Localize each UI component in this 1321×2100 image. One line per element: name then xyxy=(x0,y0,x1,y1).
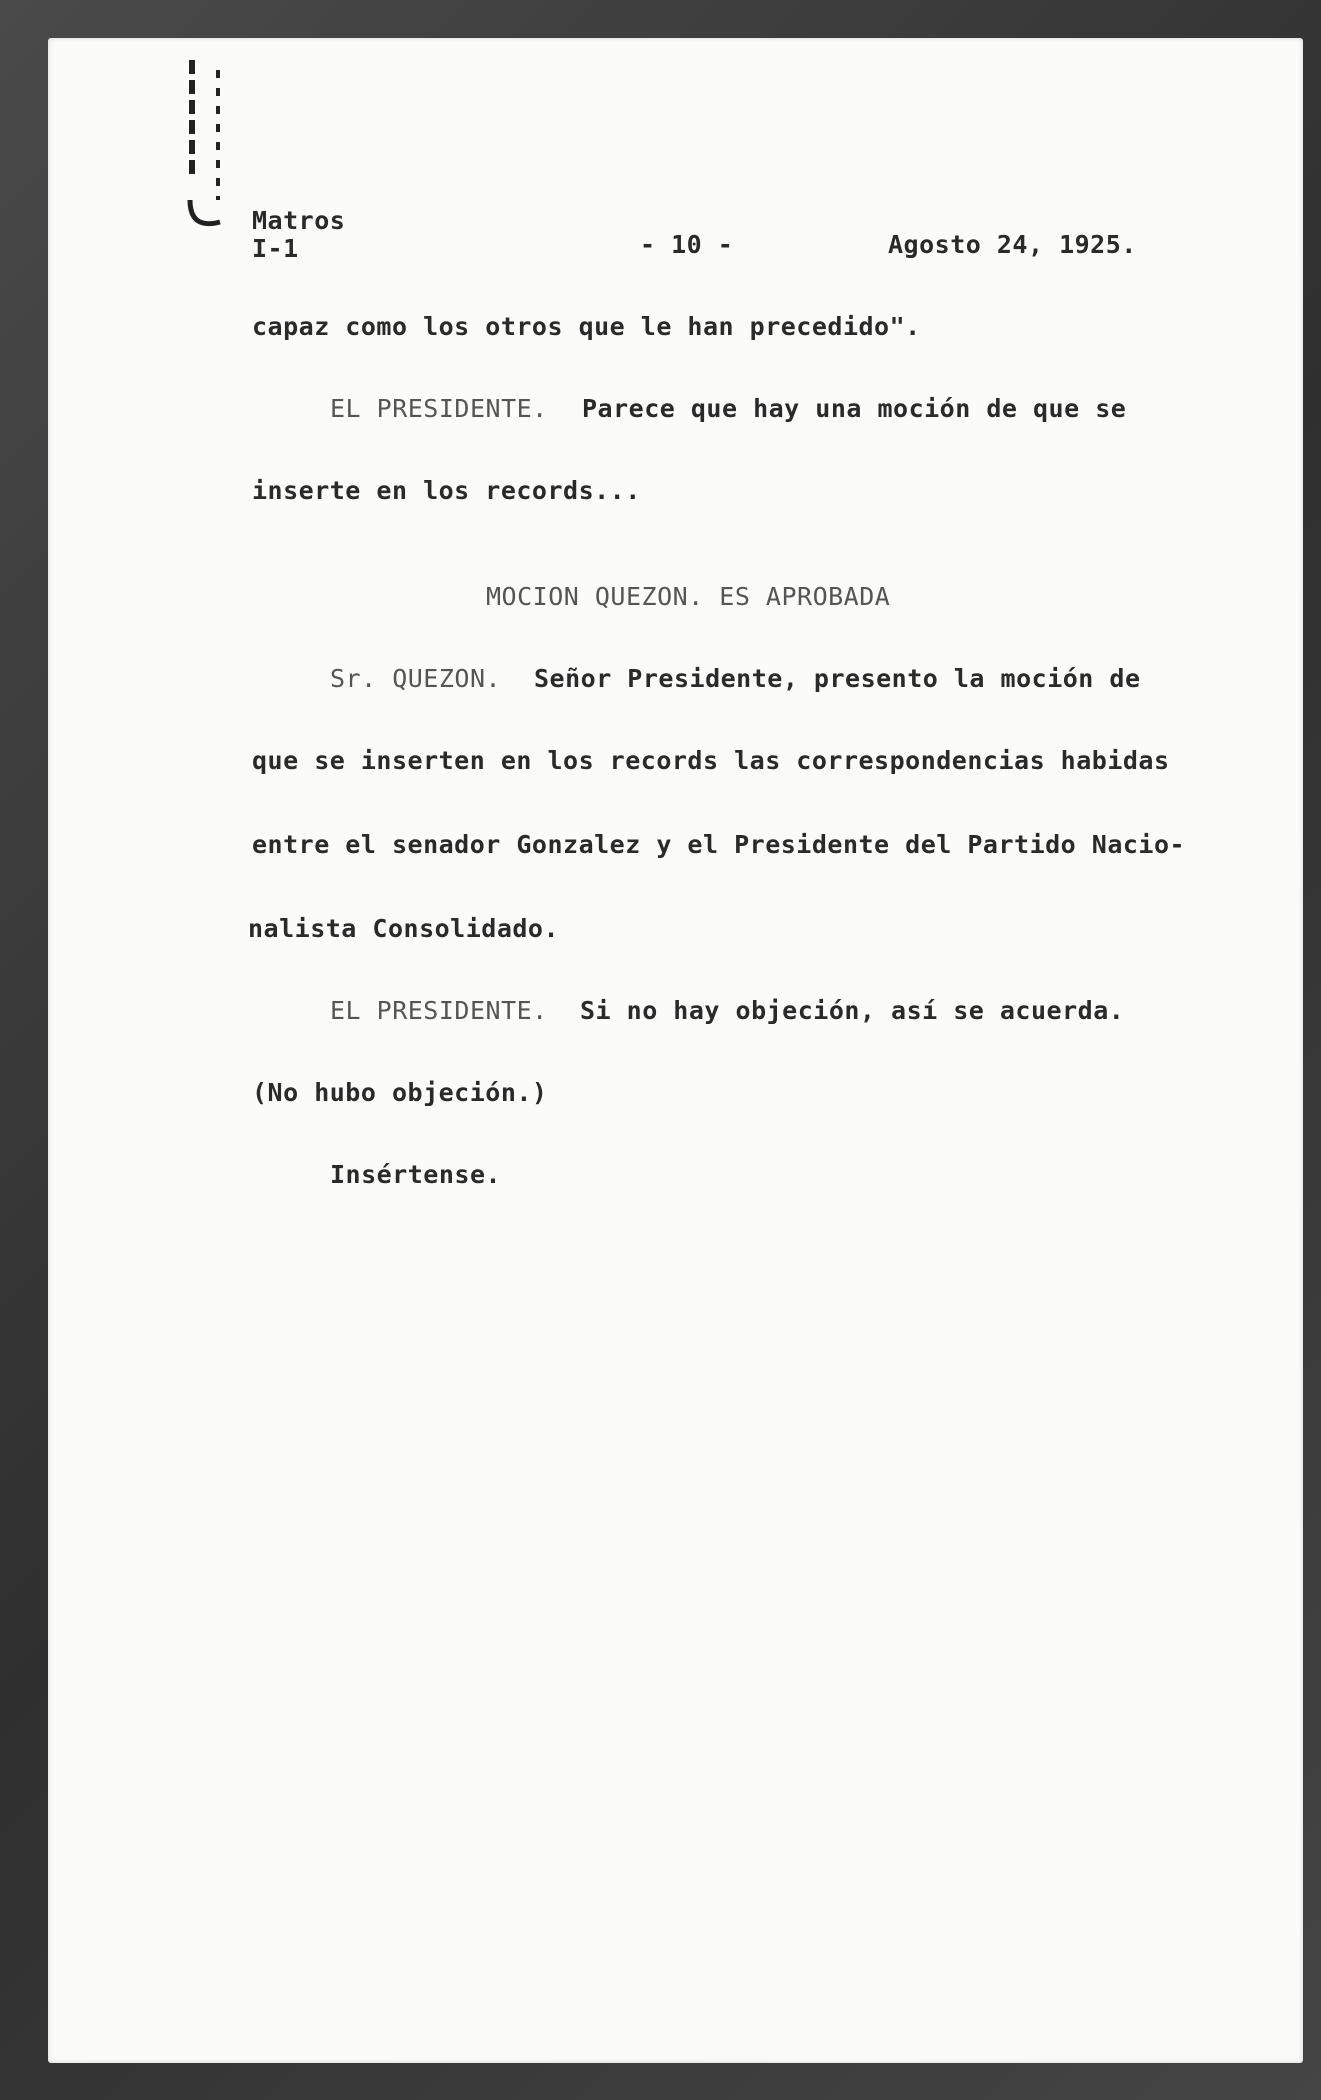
body-line-6: entre el senador Gonzalez y el Presidente del Partido Nacio- xyxy=(252,830,1186,859)
header-date: Agosto 24, 1925. xyxy=(888,230,1137,259)
body-line-7: nalista Consolidado. xyxy=(248,914,560,943)
header-author: Matros xyxy=(252,206,346,235)
body-line-5: que se inserten en los records las correspondencias habidas xyxy=(252,746,1170,775)
section-heading: MOCION QUEZON. ES APROBADA xyxy=(486,582,891,611)
body-line-2: Parece que hay una moción de que se xyxy=(582,394,1127,423)
body-line-1: capaz como los otros que le han precedido". xyxy=(252,312,921,341)
body-line-10: Insértense. xyxy=(330,1160,502,1189)
speaker-quezon: Sr. QUEZON. xyxy=(330,664,502,693)
page-number: - 10 - xyxy=(640,230,734,259)
body-line-9: (No hubo objeción.) xyxy=(252,1078,548,1107)
header-code: I-1 xyxy=(252,234,299,263)
speaker-president-2: EL PRESIDENTE. xyxy=(330,996,548,1025)
speaker-president-1: EL PRESIDENTE. xyxy=(330,394,548,423)
body-line-8: Si no hay objeción, así se acuerda. xyxy=(580,996,1125,1025)
binder-clip-mark xyxy=(180,50,240,230)
document-page xyxy=(48,38,1303,2063)
body-line-4: Señor Presidente, presento la moción de xyxy=(534,664,1141,693)
body-line-3: inserte en los records... xyxy=(252,476,641,505)
